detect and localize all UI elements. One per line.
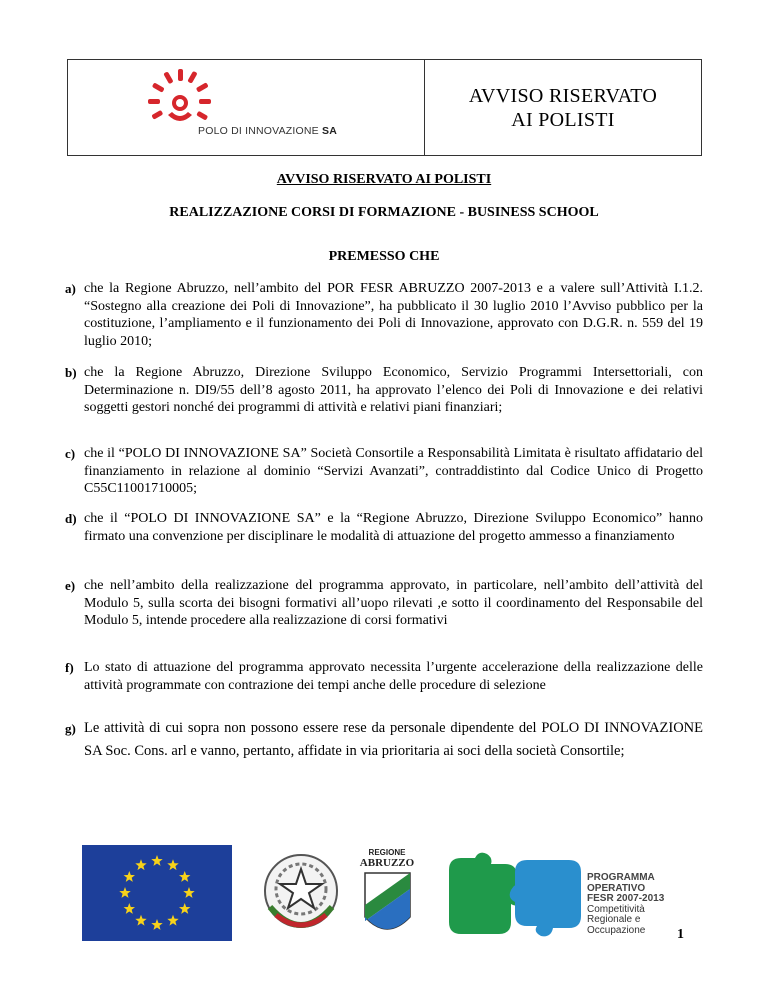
italian-republic-emblem-icon <box>256 845 346 941</box>
prog-line-2: OPERATIVO <box>587 882 646 894</box>
regione-label-2: ABRUZZO <box>359 857 415 869</box>
eu-flag-icon <box>82 845 232 941</box>
logo-text: POLO DI INNOVAZIONE SA <box>198 125 337 137</box>
prog-sub-3: Occupazione <box>587 924 646 936</box>
list-item <box>65 717 703 763</box>
list-item <box>65 510 703 545</box>
prog-line-3: FESR 2007-2013 <box>587 893 665 904</box>
item-label: d) <box>65 511 77 526</box>
item-text: che il “POLO DI INNOVAZIONE SA” Società Consortile a Responsabilità Limitata è risultato affidatario del finanziamento in relazione al dominio “Servizi Avanzati”, contraddistinto dal Codice Unico di Progetto C55C11001710005; <box>84 446 703 497</box>
prog-sub-2: Regionale e <box>587 914 641 925</box>
item-text: Le attività di cui sopra non possono essere rese da personale dipendente del POLO DI INNOVAZIONE SA Soc. Cons. arl e vanno, pertanto, affidate in via prioritaria ai soci della società Consortile; <box>84 720 703 759</box>
item-text: che nell’ambito della realizzazione del programma approvato, in particolare, nell’ambito dell’attività del Modulo 5, sulla scorta dei bisogni formativi all’uopo rilevati ,e sotto il coordinamento del Responsabile del Modulo 5, intende procedere alla realizzazione di corsi formativi <box>84 578 703 629</box>
list-item <box>65 445 703 498</box>
item-label: c) <box>65 446 76 461</box>
list-item <box>65 280 703 350</box>
item-text: che la Regione Abruzzo, nell’ambito del POR FESR ABRUZZO 2007-2013 e a valere sull’Attività I.1.2. “Sostegno alla creazione dei Poli di Innovazione”, ha pubblicato il 30 luglio 2010 l’Avviso pubblico per la costituzione, l’ampliamento e il funzionamento dei Poli di Innovazione, approvato con D.G.R. n. 559 del 19 luglio 2010; <box>84 281 703 349</box>
item-label: g) <box>65 721 76 736</box>
item-text: Lo stato di attuazione del programma approvato necessita l’urgente accelerazione della realizzazione delle attività programmate con contrazione dei tempi anche delle procedure di selezione <box>84 660 703 693</box>
regione-abruzzo-logo-icon <box>355 845 420 943</box>
item-label: b) <box>65 365 77 380</box>
document-title: AVVISO RISERVATO AI POLISTI <box>276 172 492 187</box>
header-title-line2: AI POLISTI <box>511 108 615 131</box>
list-item <box>65 577 703 630</box>
item-label: f) <box>65 660 74 675</box>
programma-operativo-label <box>587 873 664 936</box>
item-label: a) <box>65 281 76 296</box>
document-subtitle: REALIZZAZIONE CORSI DI FORMAZIONE - BUSINESS SCHOOL <box>169 205 599 220</box>
item-text: che il “POLO DI INNOVAZIONE SA” e la “Regione Abruzzo, Direzione Sviluppo Economico” hanno firmato una convenzione per disciplinare le modalità di attuazione del progetto ammesso a finanziamento <box>84 511 703 544</box>
list-item <box>65 364 703 417</box>
page-number: 1 <box>677 927 684 942</box>
prog-sub-1: Competitività <box>587 903 645 915</box>
list-item <box>65 659 703 694</box>
item-label: e) <box>65 578 76 593</box>
section-title: PREMESSO CHE <box>328 249 440 264</box>
header-title-line1: AVVISO RISERVATO <box>468 84 658 107</box>
polo-innovazione-logo-icon <box>148 65 218 127</box>
header-title-cell <box>425 60 701 155</box>
regione-label-1: REGIONE <box>368 848 406 857</box>
header-logo-cell <box>68 60 425 155</box>
header-box <box>67 59 702 156</box>
puzzle-logo-icon <box>445 850 585 940</box>
item-text: che la Regione Abruzzo, Direzione Sviluppo Economico, Servizio Programmi Intersettoriali, con Determinazione n. DI9/55 dell’8 agosto 2011, ha approvato l’elenco dei Poli di Innovazione e dei relativi soggetti gestori nonché dei programmi di attività e relativi piani finanziari; <box>84 365 703 416</box>
prog-line-1: PROGRAMMA <box>587 872 655 883</box>
